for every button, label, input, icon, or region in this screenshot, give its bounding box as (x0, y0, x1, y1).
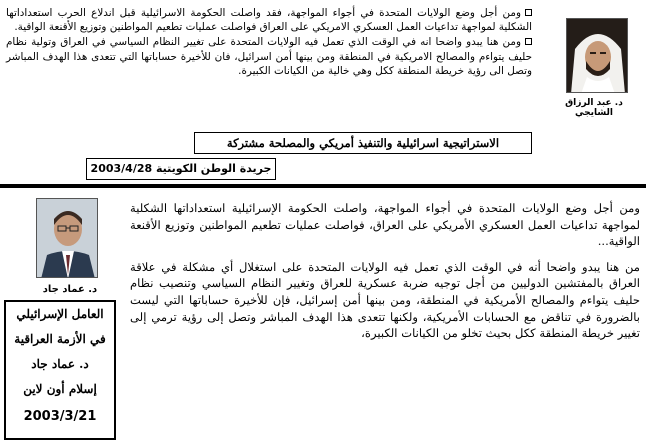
headline-banner: الاستراتيجية اسرائيلية والتنفيذ أمريكي والمصلحة مشتركة (194, 132, 532, 154)
portrait-man-icon (37, 199, 98, 278)
source-author: د. عماد جاد (31, 357, 89, 371)
bottom-article-text (130, 200, 640, 342)
bullet-square-icon (525, 38, 532, 45)
section-divider (0, 184, 646, 188)
source-publisher: إسلام أون لاين (23, 382, 97, 396)
bullet-square-icon (525, 9, 532, 16)
top-article-text (6, 6, 532, 78)
top-paragraph-1: ومن أجل وضع الولايات المتحدة في أجواء المواجهة، فقد واصلت الحكومة الاسرائيلية قبل اندلاع الحرب استعداداتها الشكلية لمواجهة تداعيات العمل العسكري الامريكي على العراق فواصلت عمليات تطعيم المواطنين وتوزيع الأقنعة الواقية. (6, 7, 532, 34)
author-photo-alshayji (566, 18, 628, 93)
source-title-line-2: في الأزمة العراقية (14, 332, 106, 346)
source-date-banner: جريدة الوطن الكويتية 2003/4/28 (86, 158, 276, 180)
bottom-paragraph-1: ومن أجل وضع الولايات المتحدة في أجواء المواجهة، واصلت الحكومة الإسرائيلية استعداداتها الشكلية لمواجهة تداعيات العمل العسكري الأمريكي على العراق، فواصلت عمليات تطعيم المواطنين وتوزيع الأقنعة الواقية... (130, 201, 640, 249)
source-date: 2003/3/21 (23, 409, 97, 424)
author-caption-bottom: د. عماد جاد (42, 284, 98, 295)
author-photo-jad (36, 198, 98, 278)
author-caption-top: د. عبد الرزاق الشايجي (565, 98, 623, 118)
source-box (4, 300, 116, 440)
portrait-headdress-icon (567, 19, 628, 93)
top-paragraph-2: ومن هنا يبدو واضحا انه في الوقت الذي تعمل فيه الولايات المتحدة على تغيير النظام السياسي في العراق وتولية نظام حليف يتواءم والمصالح الامريكية في المنطقة ومن بينها أمن اسرائيل، فان للأخيرة حساباتها التي تتعدى هذا الهدف المباشر وتصل الى رؤية خريطة المنطقة ككل وهي خالية من الكيانات الكبيرة. (6, 36, 532, 77)
source-title-line-1: العامل الإسرائيلي (16, 307, 104, 321)
bottom-paragraph-2: من هنا يبدو واضحا أنه في الوقت الذي تعمل فيه الولايات المتحدة على استغلال أي مشكلة في علاقة العراق بالمفتشين الدوليين من أجل توجيه ضربة عسكرية للعراق وتغيير النظام السياسي وتنصيب نظام حليف يتواءم والمصالح الأمريكية في المنطقة، ومن بينها أمن إسرائيل، فإن للأخيرة حساباتها التي ليست بالضرورة في تناقض مع الحسابات الأمريكية، ولكنها تتعدى هذا الهدف المباشر وتصل إلى رؤية ترمي إلى تغيير خريطة المنطقة ككل بحيث تخلو من الكيانات الكبيرة، (130, 259, 640, 341)
